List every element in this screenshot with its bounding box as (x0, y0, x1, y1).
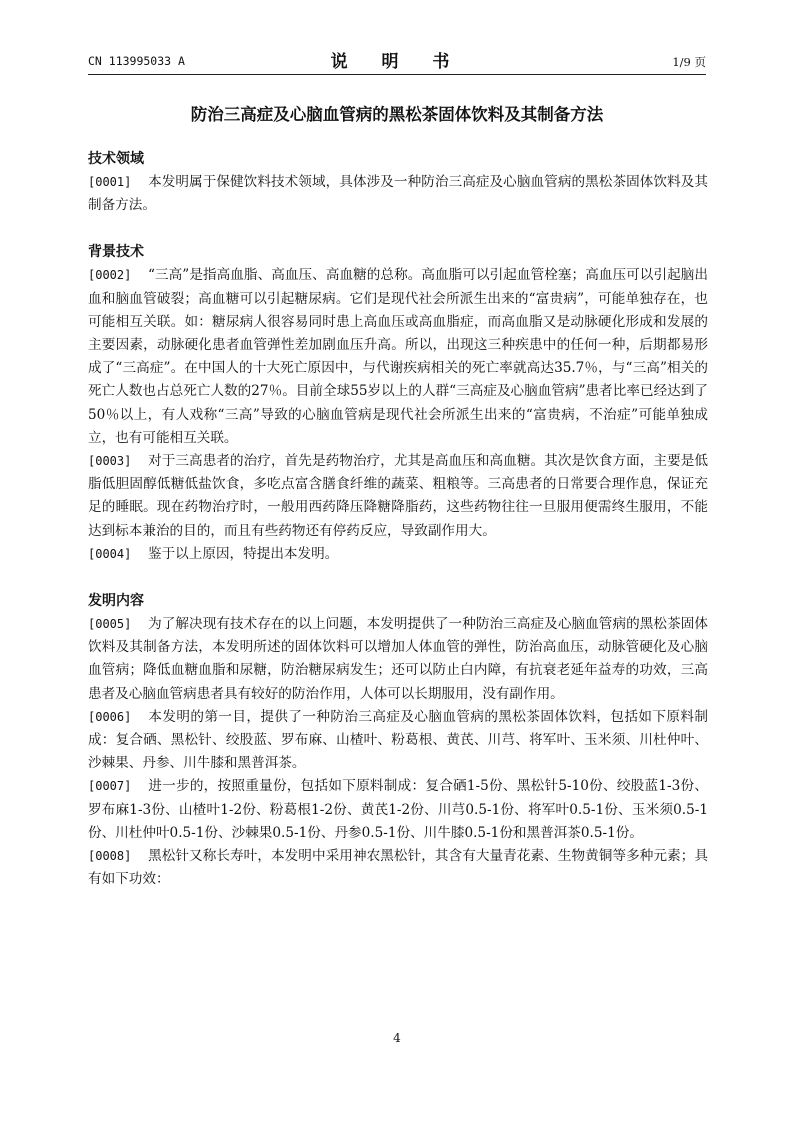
section-heading-summary: 发明内容 (88, 593, 144, 610)
paragraph (88, 845, 708, 891)
paragraph-text: 本发明的第一目，提供了一种防治三高症及心脑血管病的黑松茶固体饮料，包括如下原料制成：复合硒、黑松针、绞股蓝、罗布麻、山楂叶、粉葛根、黄芪、川芎、将军叶、玉米须、川杜仲叶、沙棘果、丹参、川牛膝和黑普洱茶。 (88, 708, 708, 772)
paragraph (88, 450, 708, 543)
paragraph-text: 对于三高患者的治疗，首先是药物治疗，尤其是高血压和高血糖。其次是饮食方面，主要是低脂低胆固醇低糖低盐饮食，多吃点富含膳食纤维的蔬菜、粗粮等。三高患者的日常要合理作息，保证充足的睡眠。现在药物治疗时，一般用西药降压降糖降脂药，这些药物往往一旦服用便需终生服用，不能达到标本兼治的目的，而且有些药物还有停药反应，导致副作用大。 (88, 453, 708, 539)
paragraph-text: 本发明属于保健饮料技术领域，具体涉及一种防治三高症及心脑血管病的黑松茶固体饮料及其制备方法。 (88, 174, 708, 214)
section-heading-technical-field: 技术领域 (88, 151, 144, 167)
paragraph (88, 706, 708, 776)
page-label: 1/9 页 (672, 55, 706, 69)
paragraph-text: “三高”是指高血脂、高血压、高血糖的总称。高血脂可以引起血管栓塞；高血压可以引起脑出血和脑血管破裂；高血糖可以引起糖尿病。它们是现代社会所派生出来的“富贵病”，可能单独存在，也可能相互关联。如：糖尿病人很容易同时患上高血压或高血脂症，而高血脂又是动脉硬化形成和发展的主要因素，动脉硬化患者血管弹性差加剧血压升高。所以，出现这三种疾患中的任何一种，后期都易形成了“三高症”。在中国人的十大死亡原因中，与代谢疾病相关的死亡率就高达35.7％，与“三高”相关的死亡人数也占总死亡人数的27％。目前全球55岁以上的人群“三高症及心脑血管病”患者比率已经达到了50％以上，有人戏称“三高”导致的心脑血管病是现代社会所派生出来的“富贵病，不治症”可能单独成立，也有可能相互关联。 (88, 267, 708, 446)
patent-number: CN 113995033 A (88, 54, 185, 68)
paragraph (88, 613, 708, 706)
paragraph (88, 171, 708, 217)
paragraph-number: [0004] (88, 546, 132, 561)
paragraph-number: [0003] (88, 454, 132, 469)
paragraph (88, 543, 708, 566)
paragraph (88, 775, 708, 845)
page-header (88, 46, 706, 75)
paragraph-text: 为了解决现有技术存在的以上问题，本发明提供了一种防治三高症及心脑血管病的黑松茶固体饮料及其制备方法，本发明所述的固体饮料可以增加人体血管的弹性，防治高血压，动脉管硬化及心脑血管病；降低血糖血脂和尿糖，防治糖尿病发生；还可以防止白内障，有抗衰老延年益寿的功效，三高患者及心脑血管病患者具有较好的防治作用，人体可以长期服用，没有副作用。 (88, 616, 708, 702)
section-heading-background: 背景技术 (88, 244, 144, 261)
paragraph-number: [0002] (88, 268, 132, 283)
document-body (88, 148, 708, 891)
paragraph-text: 进一步的，按照重量份，包括如下原料制成：复合硒1-5份、黑松针5-10份、绞股蓝1-3份、罗布麻1-3份、山楂叶1-2份、粉葛根1-2份、黄芪1-2份、川芎0.5-1份、将军叶0.5-1份、玉米须0.5-1份、川杜仲叶0.5-1份、沙棘果0.5-1份、丹参0.5-1份、川牛膝0.5-1份和黑普洱茶0.5-1份。 (88, 778, 708, 841)
document-type: 说 明 书 (330, 52, 464, 72)
document-title: 防治三高症及心脑血管病的黑松茶固体饮料及其制备方法 (190, 105, 604, 124)
paragraph (88, 264, 708, 450)
paragraph-text: 黑松针又称长寿叶，本发明中采用神农黑松针，其含有大量青花素、生物黄铜等多种元素；具有如下功效： (88, 848, 708, 888)
page-number: 4 (393, 1031, 401, 1045)
paragraph-number: [0006] (88, 709, 132, 724)
paragraph-number: [0007] (88, 779, 132, 794)
paragraph-number: [0005] (88, 617, 132, 632)
paragraph-number: [0001] (88, 175, 132, 189)
paragraph-number: [0008] (88, 849, 132, 864)
paragraph-text: 鉴于以上原因，特提出本发明。 (148, 545, 339, 562)
